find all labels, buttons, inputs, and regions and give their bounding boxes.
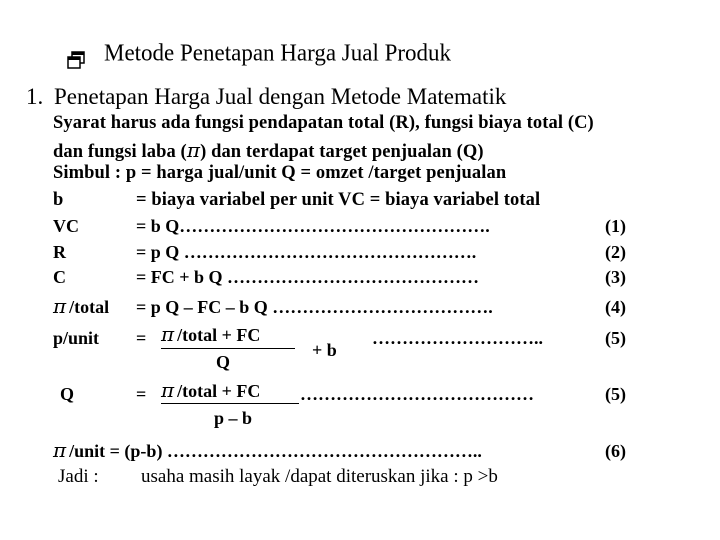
row-expr-r: = p Q …………………………………………. — [136, 242, 477, 262]
simbul-line: Simbul : p = harga jual/unit Q = omzet /target penjualan — [53, 163, 507, 183]
intro-line-2-b: ) dan terdapat target penjualan (Q) — [200, 142, 484, 162]
punit-equals: = — [136, 328, 147, 348]
pi-symbol: π — [161, 322, 175, 346]
section-heading: Penetapan Harga Jual dengan Metode Matematik — [54, 84, 507, 109]
pi-symbol: π — [161, 378, 175, 402]
jadi-label: Jadi : — [58, 466, 99, 487]
q-numerator — [161, 378, 299, 404]
intro-line-1: Syarat harus ada fungsi pendapatan total (R), fungsi biaya total (C) — [53, 113, 594, 133]
pi-total-label: /total — [69, 297, 110, 317]
slide-title: Metode Penetapan Harga Jual Produk — [104, 39, 452, 66]
row-expr-pi-total: = p Q – FC – b Q ………………………………. — [136, 297, 493, 317]
b-label: b — [53, 190, 64, 210]
q-denominator: p – b — [214, 408, 253, 428]
row-expr-vc: = b Q……………………………………………. — [136, 216, 490, 236]
pi-symbol: π — [53, 438, 67, 462]
punit-plus-b: + b — [312, 340, 337, 360]
punit-label: p/unit — [53, 328, 100, 348]
row-number-5b: (5) — [605, 384, 626, 404]
row-label-vc: VC — [53, 216, 79, 236]
pi-symbol: π — [53, 294, 67, 318]
row-number-2: (2) — [605, 242, 626, 262]
row-number-6: (6) — [605, 441, 626, 461]
row-label-pi-total — [53, 294, 109, 318]
heading-number: 1. — [26, 84, 44, 109]
intro-line-2 — [53, 138, 484, 163]
punit-numerator — [161, 322, 295, 349]
intro-line-2-a: dan fungsi laba ( — [53, 142, 187, 162]
b-definition: = biaya variabel per unit VC = biaya variabel total — [136, 190, 541, 210]
row-number-5a: (5) — [605, 328, 626, 348]
punit-denominator: Q — [216, 352, 231, 372]
row-label-c: C — [53, 267, 66, 287]
jadi-conclusion: usaha masih layak /dapat diteruskan jika : p >b — [141, 466, 498, 487]
q-dots: ………………………………… — [300, 384, 534, 404]
row-label-r: R — [53, 242, 66, 262]
q-label: Q — [60, 384, 75, 404]
window-restore-icon — [66, 50, 86, 70]
q-equals: = — [136, 384, 147, 404]
pi-symbol: π — [186, 138, 201, 162]
punit-numerator-text: /total + FC — [177, 325, 261, 345]
row-number-3: (3) — [605, 267, 626, 287]
row-expr-c: = FC + b Q …………………………………… — [136, 267, 480, 287]
pi-unit-row — [53, 438, 482, 462]
punit-dots: ……………………….. — [372, 328, 543, 348]
row-number-1: (1) — [605, 216, 626, 236]
row-number-4: (4) — [605, 297, 626, 317]
pi-unit-expr: /unit = (p-b) …………………………………………….. — [69, 441, 482, 461]
q-numerator-text: /total + FC — [177, 381, 261, 401]
